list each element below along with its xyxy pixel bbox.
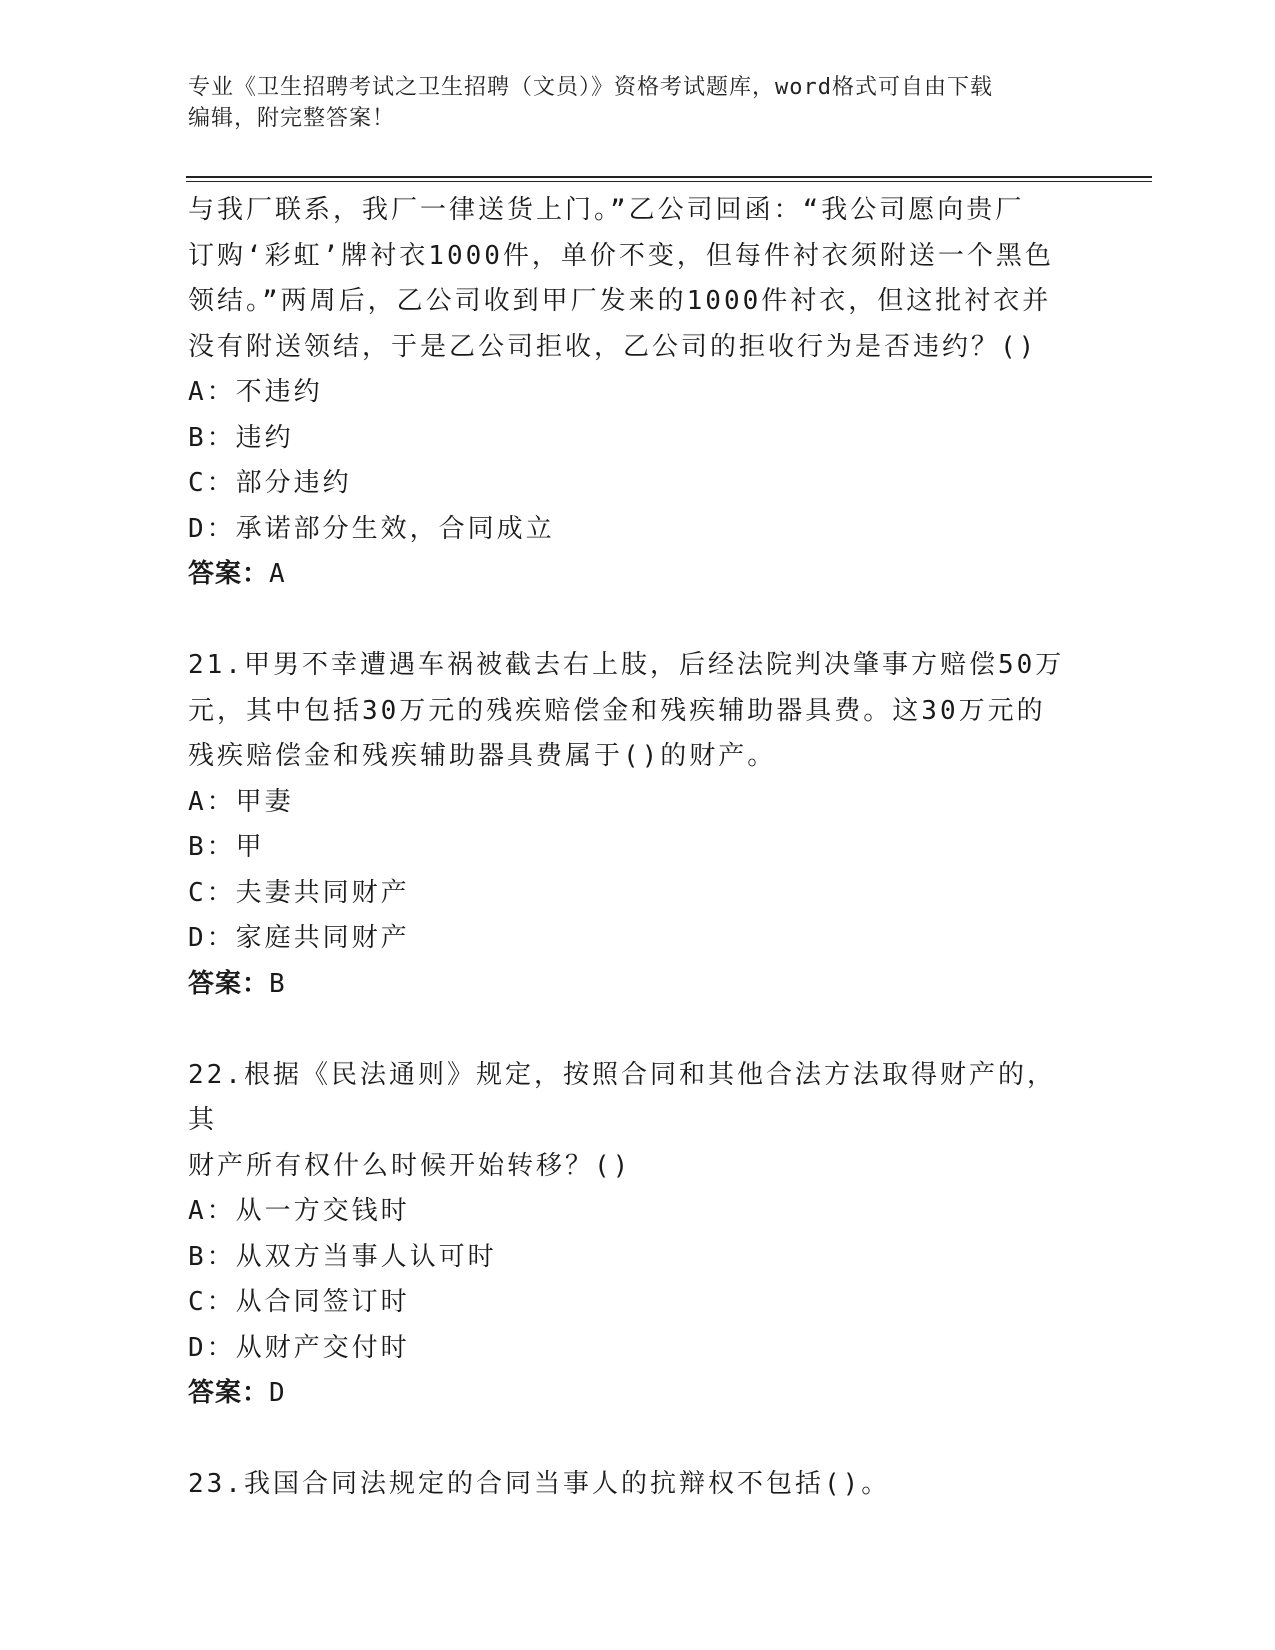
answer-line (188, 962, 1078, 1008)
option-c: C：从合同签订时 (188, 1287, 410, 1317)
answer-value: B (269, 968, 286, 999)
option-d: D：承诺部分生效，合同成立 (188, 513, 555, 544)
answer-value: D (269, 1378, 286, 1408)
option-a: A：从一方交钱时 (188, 1196, 410, 1226)
option-c: C：部分违约 (188, 468, 352, 498)
question-text-line: 23.我国合同法规定的合同当事人的抗辩权不包括()。 (188, 1469, 891, 1499)
answer-label: 答案： (188, 559, 270, 589)
option-b: B：从双方当事人认可时 (188, 1241, 497, 1272)
answer-line (188, 1371, 1078, 1417)
question-text-line: 21.甲男不幸遭遇车祸被截去右上肢，后经法院判决肇事方赔偿50万 (188, 650, 1065, 680)
answer-value: A (269, 559, 286, 589)
question-text-line: 订购‘彩虹’牌衬衣1000件，单价不变，但每件衬衣须附送一个黑色 (188, 240, 1054, 271)
question-text-line: 与我厂联系，我厂一律送货上门。”乙公司回函：“我公司愿向贵厂 (188, 195, 1025, 225)
spacer (188, 1417, 1078, 1463)
option-b: B：甲 (188, 832, 265, 862)
header-rule-thin (186, 181, 1152, 182)
option-a: A：甲妻 (188, 786, 294, 817)
answer-line (188, 552, 1078, 598)
header-rule-thick (186, 176, 1152, 178)
question-text-line: 领结。”两周后，乙公司收到甲厂发来的1000件衬衣，但这批衬衣并 (188, 286, 1052, 316)
spacer (188, 1007, 1078, 1053)
question-text-line: 没有附送领结，于是乙公司拒收，乙公司的拒收行为是否违约？() (188, 331, 1038, 362)
option-b: B：违约 (188, 422, 294, 453)
option-d: D：从财产交付时 (188, 1332, 410, 1363)
header-line-1: 专业《卫生招聘考试之卫生招聘（文员）》资格考试题库，word格式可自由下载 (188, 75, 993, 100)
header-line-2: 编辑，附完整答案！ (188, 106, 396, 131)
question-text-line: 残疾赔偿金和残疾辅助器具费属于()的财产。 (188, 741, 777, 771)
spacer (188, 598, 1078, 644)
question-text-line: 元，其中包括30万元的残疾赔偿金和残疾辅助器具费。这30万元的 (188, 695, 1046, 726)
question-content (188, 188, 1078, 1508)
question-text-line: 22.根据《民法通则》规定，按照合同和其他合法方法取得财产的，其 (188, 1059, 1056, 1135)
document-header (188, 72, 1088, 134)
answer-label: 答案： (188, 1378, 270, 1408)
question-text-line: 财产所有权什么时候开始转移？() (188, 1150, 632, 1181)
option-a: A：不违约 (188, 377, 323, 407)
option-c: C：夫妻共同财产 (188, 877, 410, 908)
option-d: D：家庭共同财产 (188, 923, 410, 953)
question-22 (188, 1053, 1078, 1417)
answer-label: 答案： (188, 968, 270, 999)
question-23 (188, 1462, 1078, 1508)
question-21 (188, 643, 1078, 1007)
question-20 (188, 188, 1078, 598)
